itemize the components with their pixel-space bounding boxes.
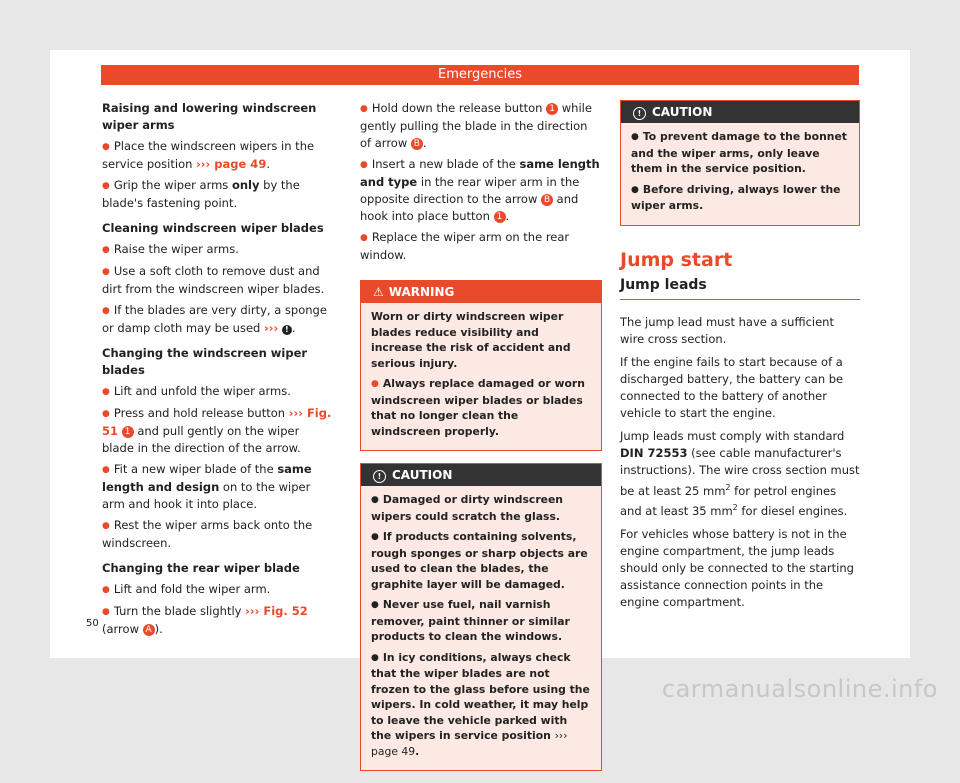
bullet-dot-icon: ● [371, 495, 379, 505]
heading-raising-wipers: Raising and lowering windscreen wiper arms [102, 101, 317, 132]
callout-badge: 1 [122, 426, 134, 438]
paragraph: Jump leads must comply with standard DIN 72553 (see cable manufacturer's instructions). The wire cross section must be at least 25 $mm^2$ for petrol engines and at least 35 $mm^2$ for diesel engines. [620, 428, 860, 519]
caution-circle-icon: ! [373, 470, 386, 483]
figure-link[interactable]: ››› Fig. 52 [245, 604, 308, 618]
list-item: ● Grip the wiper arms only by the blade's fastening point. [102, 178, 300, 210]
warning-ref-icon: ! [282, 325, 292, 335]
caution-body [621, 123, 859, 225]
page-link[interactable]: ››› page 49 [196, 157, 267, 171]
list-item: ● Rest the wiper arms back onto the windscreen. [102, 518, 313, 550]
list-item: ● Press and hold release button ››› Fig. 51 1 and pull gently on the wiper blade in the direction of the arrow. [102, 406, 332, 455]
list-item: ● Place the windscreen wipers in the service position ››› page 49. [102, 139, 315, 171]
bullet-dot-icon: ● [371, 532, 379, 542]
bullet-dot-icon: ● [360, 104, 368, 114]
bullet-dot-icon: ● [102, 306, 110, 316]
caution-text: ● To prevent damage to the bonnet and the wiper arms, only leave them in the service position. [631, 130, 847, 175]
caution-box [360, 463, 602, 771]
bullet-dot-icon: ● [371, 600, 379, 610]
list-item: ● Turn the blade slightly ››› Fig. 52 (arrow A ). [102, 604, 308, 636]
caution-box [620, 100, 860, 226]
bullet-dot-icon: ● [102, 245, 110, 255]
callout-badge: 1 [494, 211, 506, 223]
figure-link[interactable]: ››› Fig. 51 [102, 406, 332, 438]
list-item: ● Raise the wiper arms. [102, 242, 239, 256]
watermark: carmanualsonline.info [661, 675, 938, 703]
bullet-dot-icon: ● [360, 233, 368, 243]
bullet-dot-icon: ● [371, 379, 379, 389]
callout-badge: B [411, 138, 423, 150]
warning-box [360, 280, 602, 451]
section-header: Emergencies [101, 65, 859, 85]
list-item: ● If the blades are very dirty, a sponge or damp cloth may be used ››› ! . [102, 303, 327, 335]
list-item: ● Replace the wiper arm on the rear window. [360, 230, 570, 262]
caution-text: ● In icy conditions, always check that the wiper blades are not frozen to the glass before using the wipers. In cold weather, it may help to leave the vehicle parked with the wipers in service position ››› page 49. [371, 650, 590, 758]
bullet-dot-icon: ● [102, 142, 110, 152]
list-item: ● Lift and unfold the wiper arms. [102, 384, 291, 398]
list-item: ● Lift and fold the wiper arm. [102, 582, 271, 596]
page-number: 50 [86, 618, 99, 629]
caution-body [361, 486, 601, 770]
warning-link[interactable]: ››› [263, 321, 279, 335]
caution-text: ● Damaged or dirty windscreen wipers could scratch the glass. [371, 493, 563, 523]
warning-header: ⚠ WARNING [361, 281, 601, 303]
bullet-dot-icon: ● [102, 387, 110, 397]
bullet-dot-icon: ● [102, 607, 110, 617]
warning-text: ● Always replace damaged or worn windscreen wiper blades or blades that no longer clean the windscreen properly. [371, 377, 585, 438]
paragraph: If the engine fails to start because of a discharged battery, the battery can be connected to the battery of another vehicle to start the engine. [620, 354, 844, 420]
bullet-dot-icon: ● [102, 521, 110, 531]
caution-text: ● If products containing solvents, rough sponges or sharp objects are used to clean the blades, the graphite layer will be damaged. [371, 530, 588, 591]
bullet-dot-icon: ● [102, 409, 110, 419]
page-link[interactable]: ››› page 49 [371, 729, 568, 758]
bullet-dot-icon: ● [631, 132, 639, 142]
warning-triangle-icon: ⚠ [373, 285, 384, 299]
bullet-dot-icon: ● [102, 585, 110, 595]
heading-cleaning-blades: Cleaning windscreen wiper blades [102, 221, 324, 235]
bullet-dot-icon: ● [371, 652, 379, 663]
section-title: Jump start [620, 248, 733, 271]
bullet-dot-icon: ● [360, 160, 368, 170]
caution-text: ● Never use fuel, nail varnish remover, paint thinner or similar products to clean the windows. [371, 598, 570, 643]
callout-badge: 1 [546, 103, 558, 115]
callout-badge: A [143, 624, 155, 636]
heading-rear-blade: Changing the rear wiper blade [102, 561, 300, 575]
warning-body [361, 303, 601, 450]
bullet-dot-icon: ● [102, 465, 110, 475]
warning-text: Worn or dirty windscreen wiper blades reduce visibility and increase the risk of accident and serious injury. [371, 310, 571, 370]
caution-header: ! CAUTION [621, 101, 859, 123]
caution-text: ● Before driving, always lower the wiper arms. [631, 182, 841, 212]
list-item: ● Hold down the release button 1 while gently pulling the blade in the direction of arrow B . [360, 101, 592, 150]
column-3 [620, 100, 860, 617]
column-1 [102, 100, 334, 642]
caution-circle-icon: ! [633, 107, 646, 120]
column-2 [360, 100, 602, 783]
bullet-dot-icon: ● [631, 184, 639, 195]
paragraph: The jump lead must have a sufficient wire cross section. [620, 314, 834, 346]
list-item: ● Insert a new blade of the same length and type in the rear wiper arm in the opposite direction to the arrow B and hook into place button 1 . [360, 157, 600, 223]
callout-badge: B [541, 194, 553, 206]
list-item: ● Use a soft cloth to remove dust and dirt from the windscreen wiper blades. [102, 264, 325, 296]
caution-header: ! CAUTION [361, 464, 601, 486]
list-item: ● Fit a new wiper blade of the same length and design on to the wiper arm and hook it into place. [102, 462, 312, 511]
heading-changing-blades: Changing the windscreen wiper blades [102, 346, 308, 377]
bullet-dot-icon: ● [102, 267, 110, 277]
paragraph: For vehicles whose battery is not in the engine compartment, the jump leads should only be connected to the starting assistance connection points in the engine compartment. [620, 527, 854, 610]
subsection-title: Jump leads [620, 277, 860, 300]
bullet-dot-icon: ● [102, 181, 110, 191]
